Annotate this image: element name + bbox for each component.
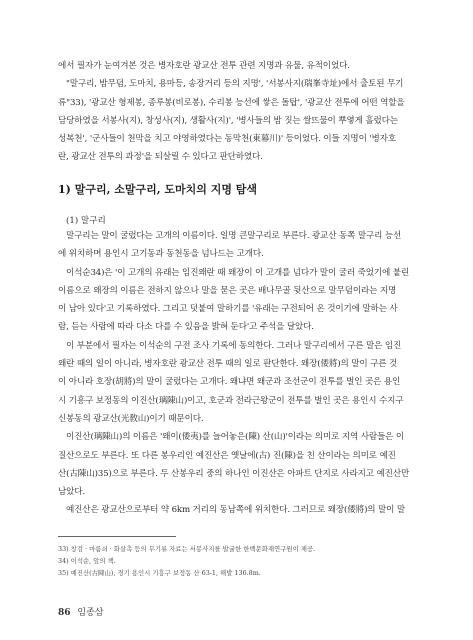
text-line: 질산으로도 부른다. 또 다른 봉우리인 예진산은 옛날에(古) 진(陳)을 친 산이라는 의미로 예진 [58, 450, 396, 461]
footnote: 34) 이석순, 앞의 책. [58, 557, 116, 565]
text-line: 이름으로 왜장의 이름은 전하지 않으나 말을 묻은 곳은 배나무골 뒷산으로 말무덤이라는 지명 [58, 285, 397, 296]
body-paragraphs [58, 227, 416, 520]
text-line: 신봉동의 광교산(光敎山)이기 때문이다. [58, 413, 204, 424]
author-name: 임종삼 [77, 608, 104, 618]
text-line: 예진산은 광교산으로부터 약 6km 거리의 동남쪽에 위치한다. 그러므로 왜장(倭將)의 말이 말 [66, 505, 406, 516]
footnote-divider [58, 536, 176, 537]
text-line: 에서 필자가 눈여겨본 것은 병자호란 광교산 전투 관련 지명과 유물, 유적이었다. [58, 61, 350, 71]
text-line: 이 남아 있다'고 기록하였다. 그리고 덧붙여 말하기를 '유래는 구전되어 온 것이기에 말하는 사 [58, 304, 398, 315]
text-line: 류"33), '광교산 형제봉, 종루봉(비로봉), 수리봉 능선에 쌓은 돌탑', '광교산 전투에 어떤 역할을 [58, 97, 405, 108]
text-line: 담당하였을 서봉사(지), 창성사(지), 생활사(지)', '병사들의 밤 짓는 쌀뜨물이 뿌옇게 흘렀다는 [58, 115, 398, 126]
subsection-heading: (1) 말구리 [66, 216, 106, 226]
text-line: 남았다. [58, 487, 86, 498]
text-line: 시 기흥구 보정동의 이진산(璃陳山)이고, 호군과 전라근왕군이 전투를 벌인 곳은 용인시 수지구 [58, 395, 404, 406]
text-line: 산(古陳山)35)으로 부른다. 두 산봉우리 중의 하나인 이진산은 아파트 단지로 사라지고 예진산만 [58, 468, 410, 479]
text-line: 이 부분에서 필자는 이석순의 구전 조사 기록에 동의한다. 그러나 말구리에서 구른 말은 임진 [66, 340, 402, 351]
text-line: 이진산(璃陳山)의 이름은 '왜이(倭夷)를 늘어놓은(陳) 산(山)'이라는 의미로 지역 사람들은 이 [66, 432, 405, 443]
text-line: 이석순34)은 '이 고개의 유래는 임진왜란 때 왜장이 이 고개를 넘다가 말이 굴러 죽었기에 붙린 [66, 267, 410, 278]
text-line: 에 위치하며 용인시 고기동과 동천동을 넘나드는 고개다. [58, 249, 264, 260]
text-line: "말구리, 밤무덤, 도마치, 용마등, 송장거리 등의 지명', '서봉사지(瑞峯寺址)에서 출토된 무기 [66, 79, 404, 90]
text-line: 성복천', '군사들이 천막을 치고 야영하였다는 동막천(東幕川)' 등이었다. 이들 지명이 '병자호 [58, 134, 396, 145]
text-line: 이 아니라 호장(胡將)의 말이 굴렀다는 고개다. 왜냐면 왜군과 조선군이 전투를 벌인 곳은 용인 [58, 377, 401, 388]
page-number: 86 [58, 608, 71, 618]
text-line: 말구리는 말이 굴렀다는 고개의 이름이다. 일명 큰말구리로 부른다. 광교산 동쪽 말구리 능선 [66, 231, 402, 241]
section-heading: 1) 말구리, 소말구리, 도마치의 지명 탐색 [58, 183, 258, 196]
intro-paragraph [58, 57, 416, 167]
page-footer [58, 605, 104, 618]
text-line: 람, 듣는 사람에 따라 다소 다를 수 있음을 밝혀 둔다'고 주석을 달았다. [58, 322, 314, 333]
text-line: 왜란 때의 일이 아니라, 병자호란 광교산 전투 때의 일로 판단한다. 왜장(倭將)의 말이 구른 것 [58, 359, 398, 370]
text-line: 란, 광교산 전투의 과정'을 되살릴 수 있다고 판단하였다. [58, 152, 263, 163]
footnote: 33) 창검 · 마름쇠 · 화살촉 등의 무기류 자료는 서봉사지를 발굴한 한백문화재연구원이 제공. [58, 545, 316, 553]
footnote: 35) 예진산(古陳山), 경기 용인시 기흥구 보정동 산 63-1, 해발 136.8m. [58, 569, 261, 577]
